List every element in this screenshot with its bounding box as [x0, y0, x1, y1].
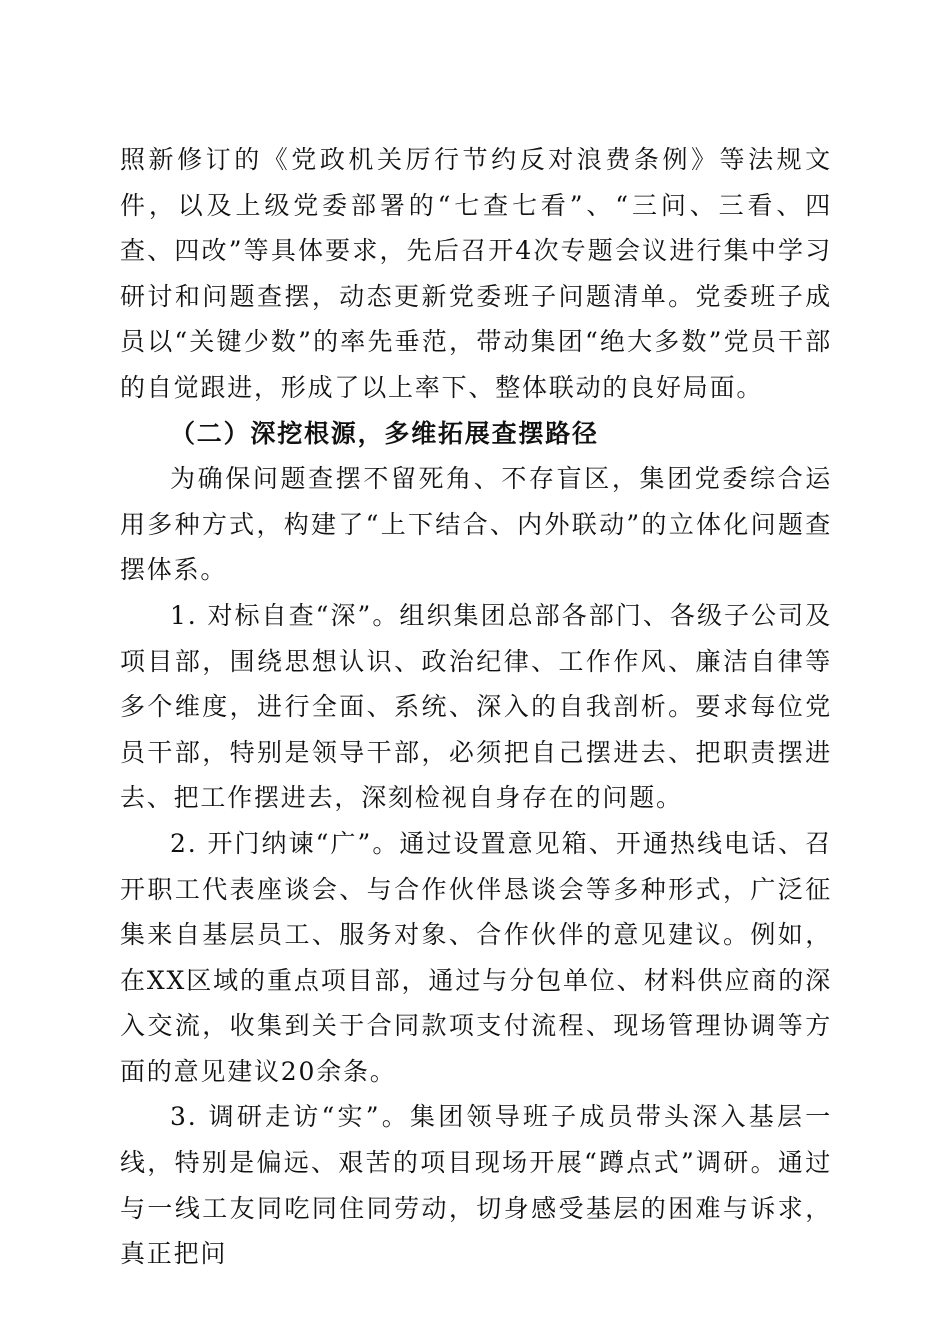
paragraph-item-3: 3. 调研走访“实”。集团领导班子成员带头深入基层一线，特别是偏远、艰苦的项目现场开展“蹲点式”调研。通过与一线工友同吃同住同劳动，切身感受基层的困难与诉求，真正把问	[120, 1102, 832, 1269]
section-heading: （二）深挖根源，多维拓展查摆路径	[170, 418, 599, 448]
paragraph-continuation: 照新修订的《党政机关厉行节约反对浪费条例》等法规文件，以及上级党委部署的“七查七看”、“三问、三看、四查、四改”等具体要求，先后召开4次专题会议进行集中学习研讨和问题查摆，动态更新党委班子问题清单。党委班子成员以“关键少数”的率先垂范，带动集团“绝大多数”党员干部的自觉跟进，形成了以上率下、整体联动的良好局面。	[120, 145, 832, 402]
paragraph-intro: 为确保问题查摆不留死角、不存盲区，集团党委综合运用多种方式，构建了“上下结合、内外联动”的立体化问题查摆体系。	[120, 464, 832, 585]
paragraph-item-1: 1. 对标自查“深”。组织集团总部各部门、各级子公司及项目部，围绕思想认识、政治纪律、工作作风、廉洁自律等多个维度，进行全面、系统、深入的自我剖析。要求每位党员干部，特别是领导干部，必须把自己摆进去、把职责摆进去、把工作摆进去，深刻检视自身存在的问题。	[120, 600, 832, 813]
document-body	[120, 137, 832, 1277]
paragraph-item-2: 2. 开门纳谏“广”。通过设置意见箱、开通热线电话、召开职工代表座谈会、与合作伙伴恳谈会等多种形式，广泛征集来自基层员工、服务对象、合作伙伴的意见建议。例如，在XX区域的重点项目部，通过与分包单位、材料供应商的深入交流，收集到关于合同款项支付流程、现场管理协调等方面的意见建议20余条。	[120, 828, 832, 1086]
